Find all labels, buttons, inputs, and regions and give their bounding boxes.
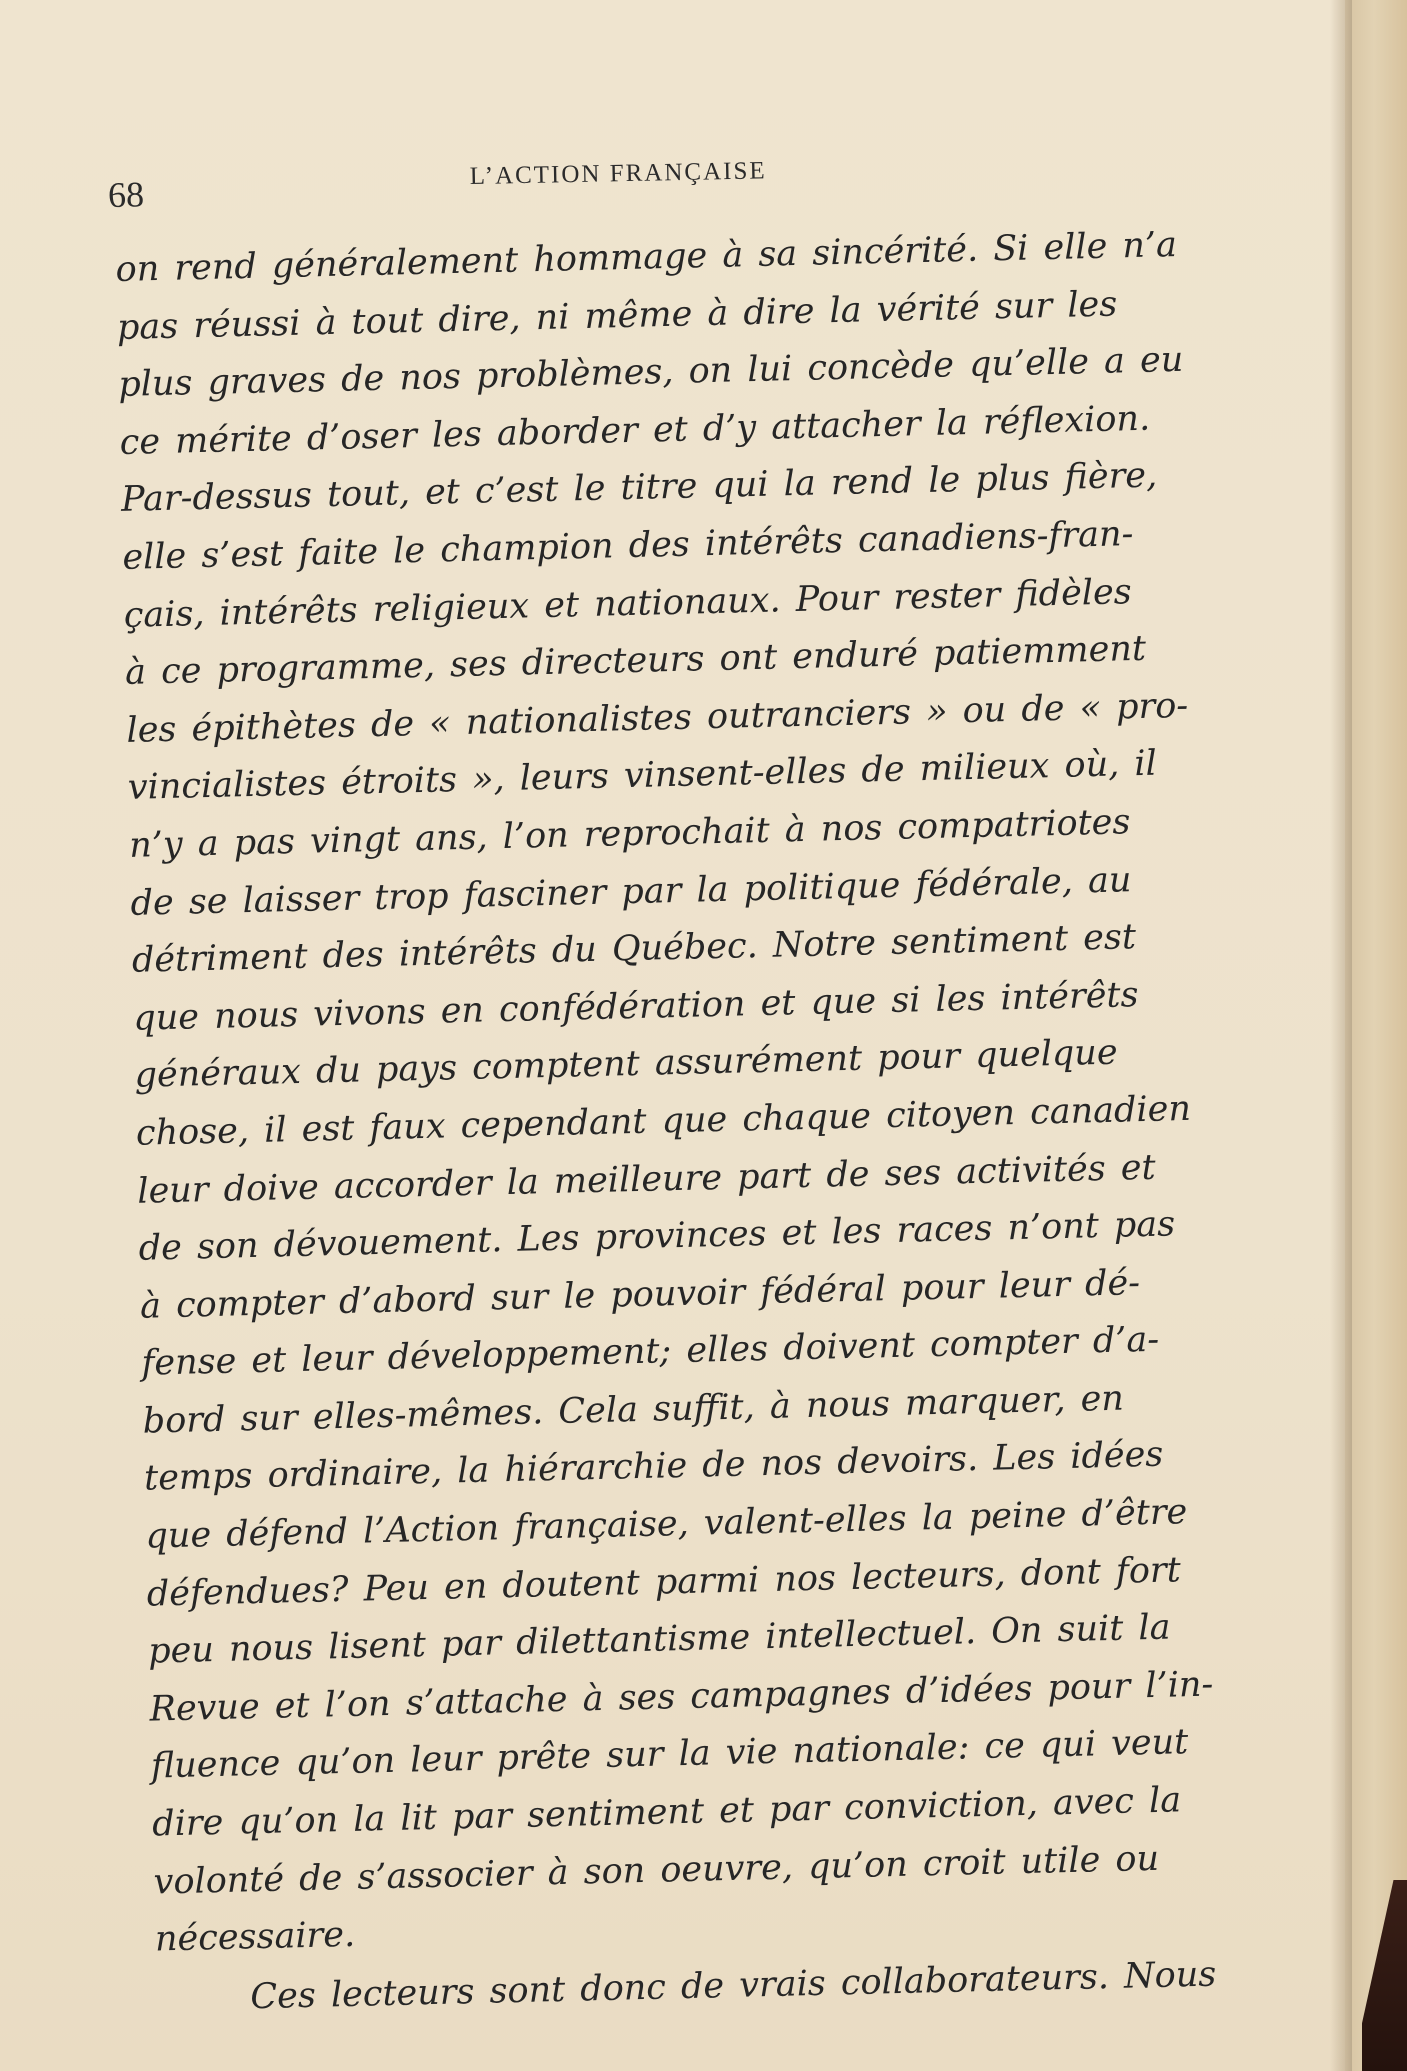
text-line: vincialistes étroits », leurs vinsent-elles de milieux où, il	[127, 743, 1158, 809]
text-line: on rend généralement hommage à sa sincérité. Si elle n’a	[115, 224, 1178, 290]
text-line: bord sur elles-mêmes. Cela suffit, à nous marquer, en	[142, 1378, 1125, 1442]
text-line: généraux du pays comptent assurément pour quelque	[134, 1032, 1119, 1097]
text-line: peu nous lisent par dilettantisme intellectuel. On suit la	[147, 1607, 1171, 1672]
text-line: à ce programme, ses directeurs ont enduré patiemment	[124, 628, 1147, 694]
text-line: fense et leur développement; elles doivent compter d’a-	[140, 1319, 1160, 1384]
text-line: leur doive accorder la meilleure part de ses activités et	[136, 1147, 1157, 1212]
text-line: les épithètes de « nationalistes outranciers » ou de « pro-	[126, 685, 1189, 751]
text-line: pas réussi à tout dire, ni même à dire la vérité sur les	[116, 284, 1118, 348]
text-line: que nous vivons en confédération et que si les intérêts	[132, 974, 1139, 1039]
text-line: dire qu’on la lit par sentiment et par conviction, avec la	[151, 1780, 1182, 1845]
text-line: çais, intérêts religieux et nationaux. Pour rester fidèles	[123, 571, 1133, 636]
text-line: de son dévouement. Les provinces et les races n’ont pas	[138, 1204, 1176, 1269]
text-line: défendues? Peu en doutent parmi nos lecteurs, dont fort	[146, 1549, 1182, 1615]
paragraph-start-line: Ces lecteurs sont donc de vrais collaborateurs. Nous	[249, 1954, 1217, 2018]
text-line: plus graves de nos problèmes, on lui concède qu’elle a eu	[117, 340, 1184, 406]
text-line: chose, il est faux cependant que chaque citoyen canadien	[135, 1088, 1192, 1154]
text-line: n’y a pas vingt ans, l’on reprochait à nos compatriotes	[128, 802, 1131, 866]
text-line: que défend l’Action française, valent-elles la peine d’être	[145, 1492, 1188, 1557]
text-line: temps ordinaire, la hiérarchie de nos devoirs. Les idées	[143, 1435, 1164, 1500]
text-line: ce mérite d’oser les aborder et d’y attacher la réflexion.	[119, 398, 1151, 463]
text-line: volonté de s’associer à son oeuvre, qu’on croit utile ou	[153, 1838, 1160, 1903]
text-line: fluence qu’on leur prête sur la vie nationale: ce qui veut	[150, 1722, 1189, 1788]
body-text	[115, 217, 1237, 2029]
text-line: à compter d’abord sur le pouvoir fédéral pour leur dé-	[139, 1262, 1141, 1327]
text-line: Par-dessus tout, et c’est le titre qui la rend le plus fière,	[120, 455, 1158, 521]
page-number: 68	[107, 174, 145, 215]
text-line: elle s’est faite le champion des intérêts canadiens-fran-	[121, 514, 1134, 578]
text-line: nécessaire.	[154, 1915, 356, 1960]
text-line: de se laisser trop fasciner par la politique fédérale, au	[130, 859, 1132, 924]
adjacent-page-edge	[1352, 0, 1407, 2071]
text-line: détriment des intérêts du Québec. Notre sentiment est	[131, 917, 1137, 981]
running-head: L’ACTION FRANÇAISE	[469, 157, 767, 191]
text-line: Revue et l’on s’attache à ses campagnes d’idées pour l’in-	[149, 1664, 1214, 1730]
